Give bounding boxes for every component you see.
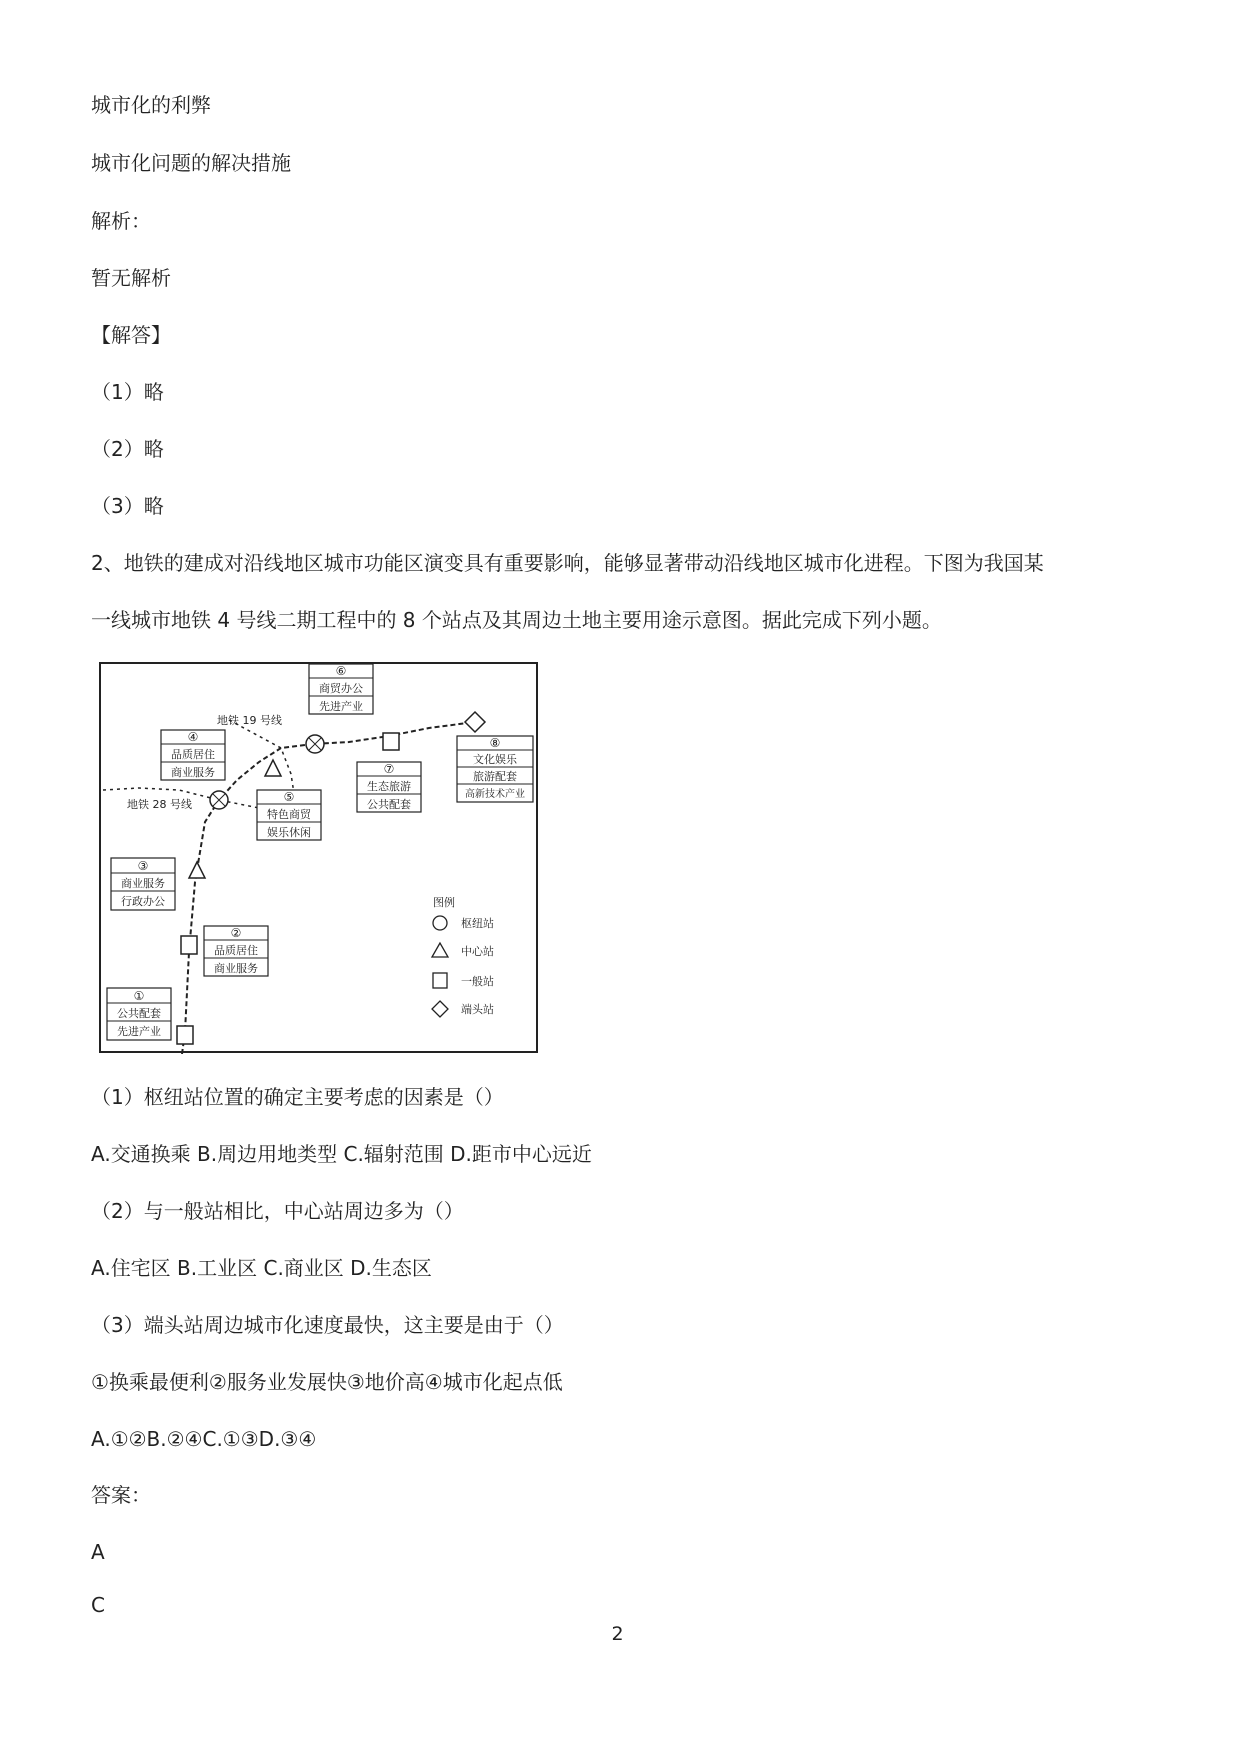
- area-use: 旅游配套: [473, 770, 517, 783]
- area-number: ③: [137, 859, 149, 873]
- area-box-1: [107, 988, 171, 1040]
- area-number: ⑤: [283, 790, 295, 804]
- area-number: ⑦: [383, 762, 395, 776]
- area-use: 先进产业: [319, 700, 363, 713]
- legend-general: 一般站: [461, 975, 494, 988]
- area-use: 品质居住: [214, 944, 258, 957]
- area-box-2: [204, 926, 268, 976]
- page-number: 2: [611, 1623, 624, 1645]
- text-line: 城市化的利弊: [91, 93, 211, 117]
- area-box-8: [457, 736, 533, 802]
- sub-question-3-items: ①换乘最便利②服务业发展快③地价高④城市化起点低: [91, 1370, 563, 1394]
- general-legend-icon: [433, 973, 447, 988]
- area-use: 商业服务: [121, 877, 165, 890]
- area-number: ②: [230, 926, 242, 940]
- legend-hub: 枢纽站: [461, 917, 494, 930]
- question-2-stem-cont: 一线城市地铁 4 号线二期工程中的 8 个站点及其周边土地主要用途示意图。据此完成下列小题。: [91, 608, 942, 632]
- area-use: 行政办公: [121, 895, 165, 908]
- text-line: 暂无解析: [91, 266, 171, 290]
- area-box-5: [257, 790, 321, 840]
- answer-1: A: [91, 1540, 105, 1564]
- area-use: 公共配套: [367, 798, 411, 811]
- text-line: 城市化问题的解决措施: [91, 151, 291, 175]
- metro-map-svg: [99, 662, 539, 1054]
- text-line: （1）略: [91, 380, 164, 404]
- options-2: A.住宅区 B.工业区 C.商业区 D.生态区: [91, 1256, 432, 1280]
- area-use: 品质居住: [171, 748, 215, 761]
- area-number: ④: [187, 730, 199, 744]
- area-use: 商业服务: [171, 766, 215, 779]
- area-use: 特色商贸: [267, 808, 311, 821]
- area-use: 公共配套: [117, 1007, 161, 1020]
- text-line: 解析：: [91, 209, 151, 233]
- area-number: ⑧: [489, 736, 501, 750]
- line-28-label: 地铁 28 号线: [127, 798, 192, 811]
- hub-station: [210, 791, 228, 809]
- area-box-7: [357, 762, 421, 812]
- area-box-6: [309, 664, 373, 714]
- area-number: ①: [133, 989, 145, 1003]
- legend-terminal: 端头站: [461, 1003, 494, 1016]
- answer-label: 答案：: [91, 1483, 151, 1507]
- text-line: （3）略: [91, 494, 164, 518]
- text-line: （2）略: [91, 437, 164, 461]
- legend-center: 中心站: [461, 945, 494, 958]
- area-use: 文化娱乐: [473, 753, 517, 766]
- answer-2: C: [91, 1593, 105, 1617]
- general-station: [177, 1026, 193, 1044]
- area-use: 商贸办公: [319, 682, 363, 695]
- general-station: [383, 733, 399, 750]
- legend-title: 图例: [433, 896, 455, 909]
- area-use: 生态旅游: [367, 780, 411, 793]
- text-line: 【解答】: [91, 323, 171, 347]
- hub-station: [306, 735, 324, 753]
- general-station: [181, 936, 197, 954]
- area-use: 高新技术产业: [465, 789, 525, 800]
- area-number: ⑥: [335, 664, 347, 678]
- sub-question-3: （3）端头站周边城市化速度最快，这主要是由于（）: [91, 1313, 564, 1337]
- area-box-3: [111, 858, 175, 910]
- question-2-stem: 2、地铁的建成对沿线地区城市功能区演变具有重要影响，能够显著带动沿线地区城市化进程。下图为我国某: [91, 551, 1044, 575]
- line-19-label: 地铁 19 号线: [217, 714, 282, 727]
- area-use: 商业服务: [214, 962, 258, 975]
- area-box-4: [161, 730, 225, 780]
- metro-map-figure: [99, 662, 539, 1054]
- options-1: A.交通换乘 B.周边用地类型 C.辐射范围 D.距市中心远近: [91, 1142, 592, 1166]
- area-use: 娱乐休闲: [267, 826, 311, 839]
- hub-legend-icon: [433, 916, 447, 930]
- options-3: A.①②B.②④C.①③D.③④: [91, 1427, 317, 1451]
- sub-question-2: （2）与一般站相比，中心站周边多为（）: [91, 1199, 464, 1223]
- sub-question-1: （1）枢纽站位置的确定主要考虑的因素是（）: [91, 1085, 504, 1109]
- area-use: 先进产业: [117, 1025, 161, 1038]
